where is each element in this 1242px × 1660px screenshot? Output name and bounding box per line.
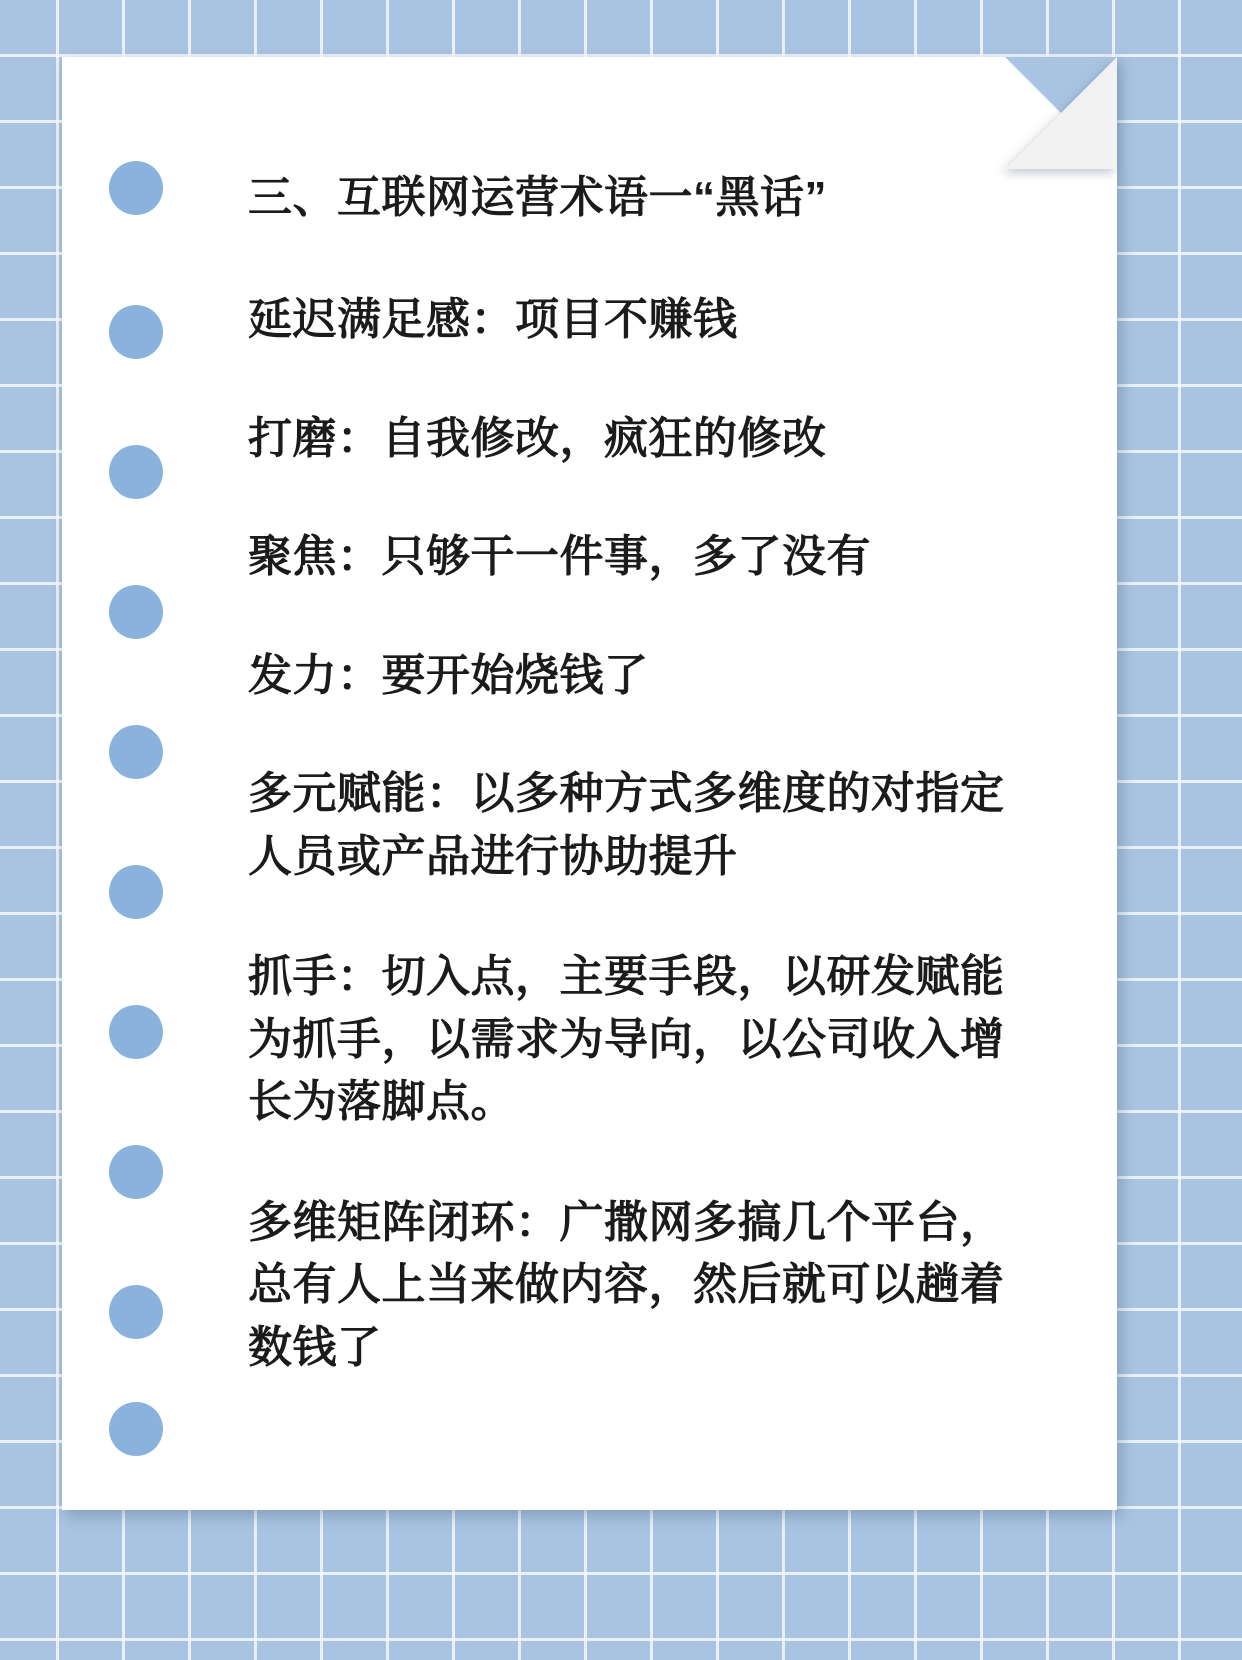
- note-card: [62, 57, 1117, 1510]
- note-entry-matrix-closed-loop: 多维矩阵闭环：广撒网多搞几个平台，总有人上当来做内容，然后就可以趟着数钱了: [248, 1197, 1005, 1372]
- note-entry-polishing: 打磨：自我修改，疯狂的修改: [248, 413, 827, 463]
- hole-punch-dot: [109, 865, 163, 919]
- note-entry-handle: 抓手：切入点，主要手段，以研发赋能为抓手，以需求为导向，以公司收入增长为落脚点。: [248, 952, 1005, 1127]
- note-heading: 三、互联网运营术语一“黑话”: [248, 173, 827, 222]
- hole-punch-dot: [109, 445, 163, 499]
- hole-punch-dot: [109, 585, 163, 639]
- hole-punch-dot: [109, 305, 163, 359]
- note-entry-delayed-gratification: 延迟满足感：项目不赚钱: [248, 295, 738, 345]
- hole-punch-dot: [109, 1285, 163, 1339]
- note-entry-exert-force: 发力：要开始烧钱了: [248, 650, 649, 700]
- hole-punch-dot: [109, 1005, 163, 1059]
- hole-punch-dot: [109, 1145, 163, 1199]
- note-content: [248, 167, 1048, 1379]
- hole-punch-dot: [109, 161, 163, 215]
- note-entry-focus: 聚焦：只够干一件事，多了没有: [248, 532, 871, 582]
- folded-corner-icon: [1005, 57, 1117, 169]
- hole-punch-dot: [109, 725, 163, 779]
- note-entry-multi-empowerment: 多元赋能：以多种方式多维度的对指定人员或产品进行协助提升: [248, 769, 1005, 881]
- hole-punch-dot: [109, 1402, 163, 1456]
